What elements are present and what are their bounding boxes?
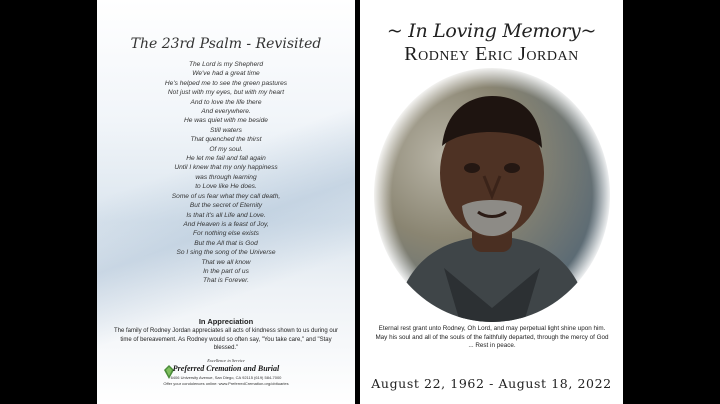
psalm-title: The 23rd Psalm - Revisited bbox=[130, 36, 322, 52]
poem-line: That we all know bbox=[201, 258, 251, 266]
deceased-name: Rodney Eric Jordan bbox=[404, 43, 579, 65]
poem-line: Is that it's all Life and Love. bbox=[186, 211, 266, 219]
poem-line: In the part of us bbox=[203, 267, 249, 275]
poem-line: So I sing the song of the Universe bbox=[176, 249, 276, 257]
appreciation-title: In Appreciation bbox=[198, 317, 254, 326]
poem-line: He let me fail and fall again bbox=[186, 155, 266, 163]
funeral-home-block bbox=[97, 357, 355, 397]
poem bbox=[97, 60, 355, 286]
right-page bbox=[360, 0, 623, 404]
appreciation-text: The family of Rodney Jordan appreciates all acts of kindness shown to us during our time of bereavement. As Rodney would so often say, "You take care," and "Stay blessed." bbox=[113, 328, 339, 352]
funeral-home-address: 6406 University Avenue, San Diego, CA 92115 (619) 584-7000 bbox=[170, 375, 282, 380]
poem-line: And to love the life there bbox=[190, 98, 262, 106]
poem-line: The Lord is my Shepherd bbox=[188, 61, 264, 68]
poem-line: Still waters bbox=[210, 126, 242, 134]
portrait-photo bbox=[374, 68, 610, 322]
poem-line: Of my soul. bbox=[209, 145, 243, 153]
prayer-text: Eternal rest grant unto Rodney, Oh Lord, and may perpetual light shine upon him. May his soul and all of the souls of the faithfully departed, through the mercy of God ... Rest in peace. bbox=[375, 325, 609, 350]
left-page bbox=[97, 0, 355, 404]
poem-line: That is Forever. bbox=[203, 277, 249, 285]
funeral-home-name: Preferred Cremation and Burial bbox=[172, 364, 280, 373]
poem-line: was through learning bbox=[195, 173, 257, 181]
poem-line: But the secret of Eternity bbox=[189, 202, 263, 210]
funeral-home-url: Offer your condolences online: www.PreferredCremation.org/obituaries bbox=[163, 381, 289, 386]
poem-line: to Love like He does. bbox=[195, 183, 257, 191]
poem-line: We've had a great time bbox=[192, 70, 260, 78]
poem-line: But the All that is God bbox=[194, 239, 258, 247]
poem-line: He's helped me to see the green pastures bbox=[164, 79, 288, 87]
poem-line: Some of us fear what they call death, bbox=[171, 192, 281, 200]
poem-line: He was quiet with me beside bbox=[184, 117, 268, 125]
poem-line: Until I knew that my only happiness bbox=[174, 164, 278, 172]
funeral-home-tagline: Excellence in Service bbox=[207, 358, 245, 363]
memory-heading: ~ In Loving Memory~ bbox=[386, 20, 597, 42]
life-dates: August 22, 1962 - August 18, 2022 bbox=[371, 376, 612, 391]
poem-line: And Heaven is a feast of Joy, bbox=[183, 220, 269, 228]
poem-line: That quenched the thirst bbox=[190, 136, 262, 144]
poem-line: Not just with my eyes, but with my heart bbox=[167, 89, 285, 97]
portrait-illustration bbox=[374, 68, 610, 322]
poem-line: And everywhere. bbox=[201, 108, 251, 116]
poem-line: For nothing else exists bbox=[193, 230, 259, 238]
